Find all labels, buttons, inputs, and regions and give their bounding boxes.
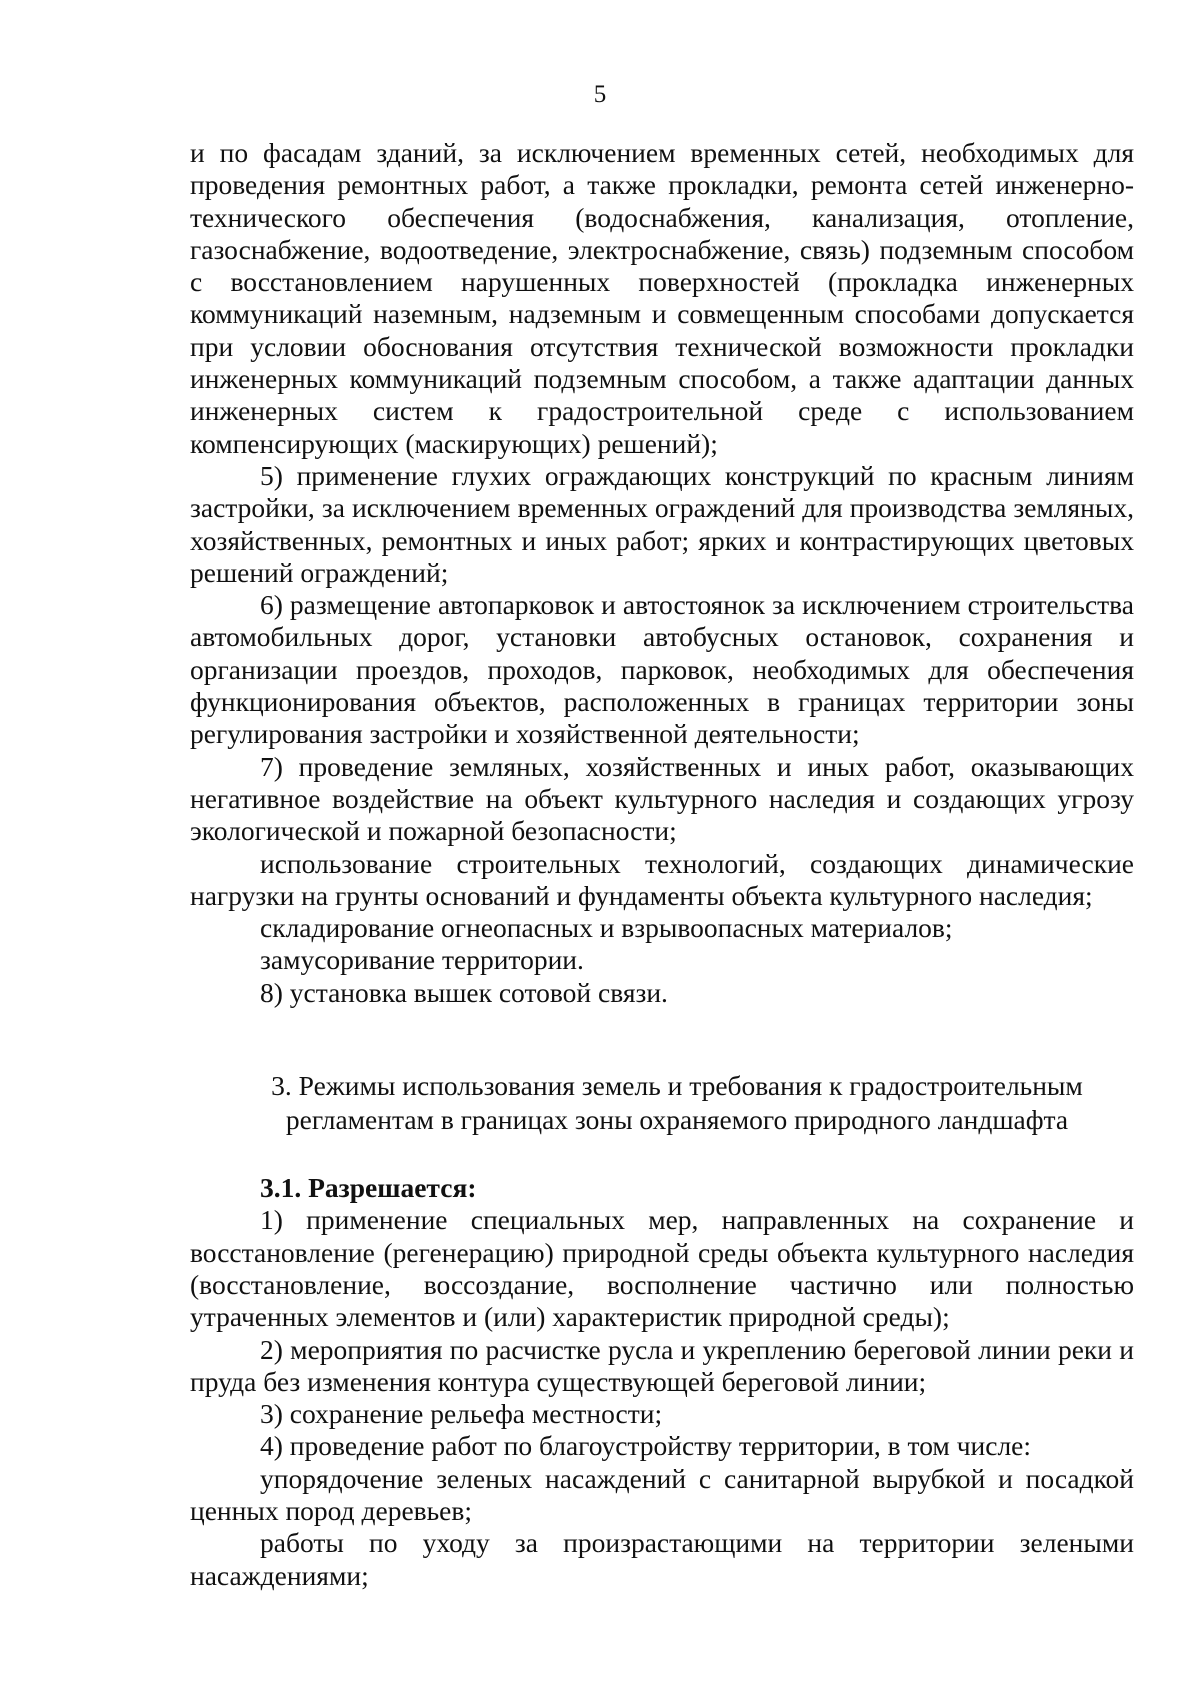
page-number: 5: [593, 81, 607, 108]
paragraph-item-7-storage: складирование огнеопасных и взрывоопасных материалов;: [260, 912, 953, 944]
allowed-item-1: 1) применение специальных мер, направленных на сохранение и восстановление (регенерацию) природной среды объекта культурного наследия (восстановление, воссоздание, восполнение частично или полностью утраченных элементов и (или) характеристик природной среды);: [190, 1204, 1134, 1333]
paragraph-continuation: и по фасадам зданий, за исключением временных сетей, необходимых для проведения ремонтных работ, а также прокладки, ремонта сетей инженерно-технического обеспечения (водоснабжения, канализация, отопление, газоснабжение, водоотведение, электроснабжение, связь) подземным способом с восстановлением нарушенных поверхностей (прокладка инженерных коммуникаций наземным, надземным и совмещенным способами допускается при условии обоснования отсутствия технической возможности прокладки инженерных коммуникаций подземным способом, а также адаптации данных инженерных систем к градостроительной среде с использованием компенсирующих (маскирующих) решений);: [190, 137, 1134, 459]
paragraph-item-7-littering: замусоривание территории.: [260, 944, 584, 976]
paragraph-item-5: 5) применение глухих ограждающих конструкций по красным линиям застройки, за исключением временных ограждений для производства земляных, хозяйственных, ремонтных и иных работ; ярких и контрастирующих цветовых решений ограждений;: [190, 459, 1134, 588]
allowed-item-4: 4) проведение работ по благоустройству территории, в том числе:: [260, 1430, 1032, 1462]
document-body: [190, 137, 1134, 1592]
paragraph-item-7-technologies: использование строительных технологий, создающих динамические нагрузки на грунты оснований и фундаменты объекта культурного наследия;: [190, 847, 1134, 911]
section-heading-line-1: 3. Режимы использования земель и требования к градостроительным: [271, 1070, 1083, 1102]
section-heading: [190, 1069, 1134, 1137]
paragraph-item-7: 7) проведение земляных, хозяйственных и иных работ, оказывающих негативное воздействие на объект культурного наследия и создающих угрозу экологической и пожарной безопасности;: [190, 750, 1134, 847]
subsection-heading: 3.1. Разрешается:: [260, 1172, 477, 1204]
allowed-item-3: 3) сохранение рельефа местности;: [260, 1398, 663, 1430]
allowed-item-4-care: работы по уходу за произрастающими на территории зелеными насаждениями;: [190, 1527, 1134, 1591]
paragraph-item-8: 8) установка вышек сотовой связи.: [260, 976, 668, 1008]
allowed-item-4-greenery: упорядочение зеленых насаждений с санитарной вырубкой и посадкой ценных пород деревьев;: [190, 1462, 1134, 1526]
paragraph-item-6: 6) размещение автопарковок и автостоянок за исключением строительства автомобильных дорог, установки автобусных остановок, сохранения и организации проездов, проходов, парковок, необходимых для обеспечения функционирования объектов, расположенных в границах территории зоны регулирования застройки и хозяйственной деятельности;: [190, 589, 1134, 750]
allowed-item-2: 2) мероприятия по расчистке русла и укреплению береговой линии реки и пруда без изменения контура существующей береговой линии;: [190, 1333, 1134, 1397]
section-heading-line-2: регламентам в границах зоны охраняемого природного ландшафта: [285, 1104, 1069, 1136]
section-gap: [190, 1009, 1134, 1039]
